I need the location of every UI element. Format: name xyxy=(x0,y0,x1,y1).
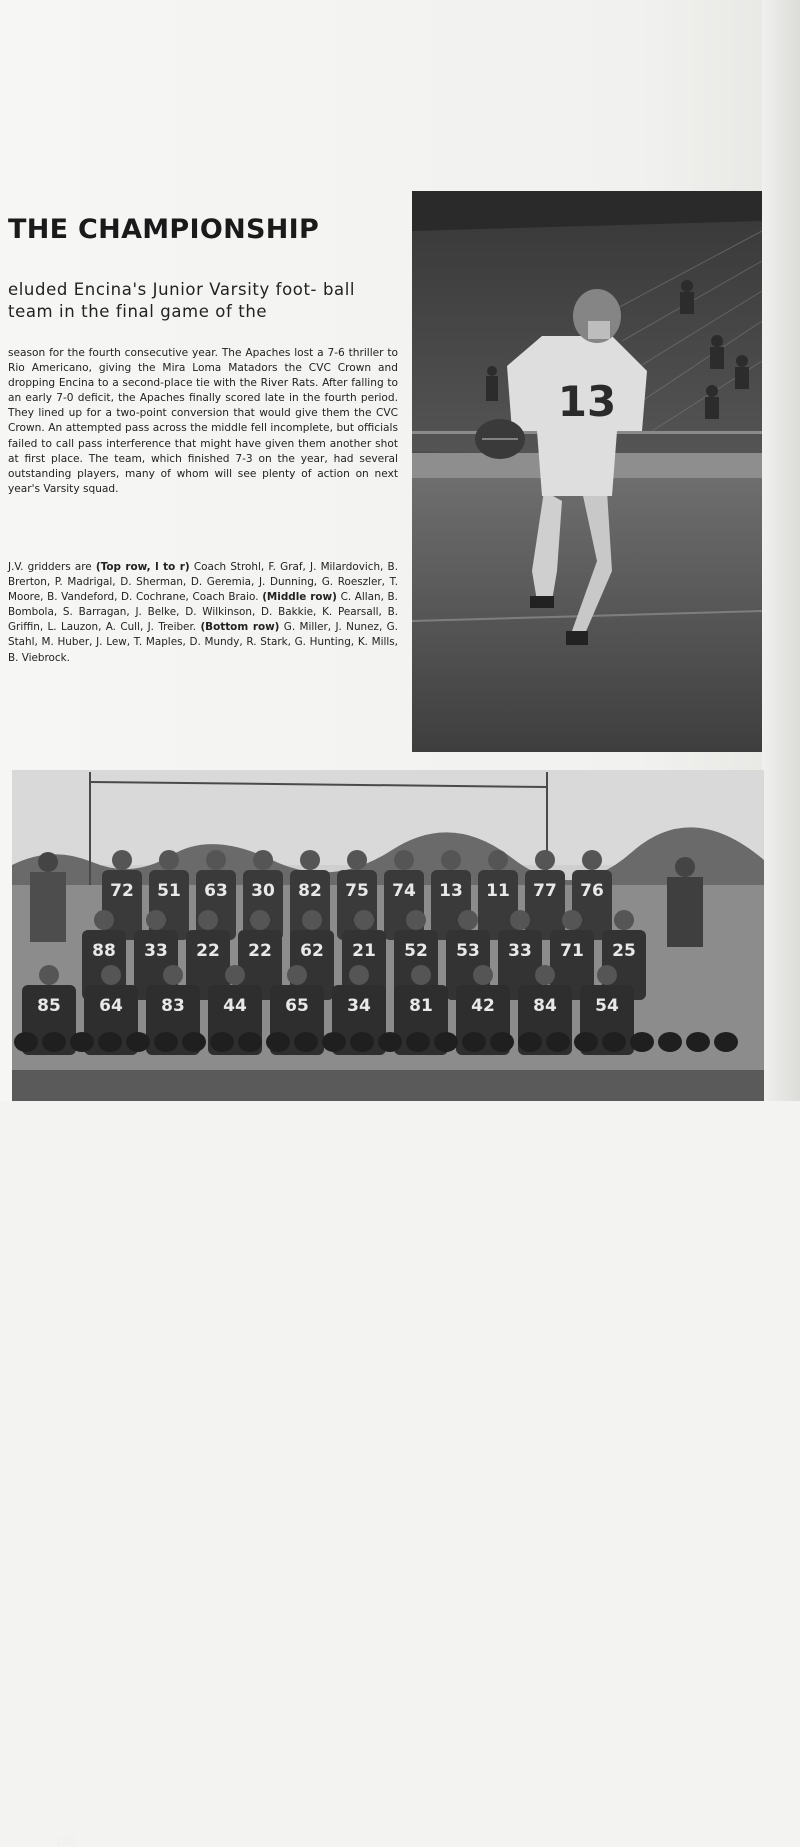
player-jersey-number: 75 xyxy=(345,881,369,901)
player-head xyxy=(614,910,634,930)
player-head xyxy=(411,965,431,985)
player-jersey-number: 22 xyxy=(196,941,220,961)
player-jersey-number: 53 xyxy=(456,941,480,961)
helmet xyxy=(154,1032,178,1052)
player-head xyxy=(163,965,183,985)
page-number: 182 xyxy=(56,1836,76,1847)
player-head xyxy=(488,850,508,870)
page-edge xyxy=(762,0,800,1101)
player-head xyxy=(349,965,369,985)
coach xyxy=(667,877,703,947)
player-head xyxy=(441,850,461,870)
player-head xyxy=(287,965,307,985)
player-head xyxy=(39,965,59,985)
helmet xyxy=(238,1032,262,1052)
helmet xyxy=(658,1032,682,1052)
player-jersey-number: 51 xyxy=(157,881,181,901)
player-head xyxy=(535,965,555,985)
player-head xyxy=(473,965,493,985)
helmet xyxy=(126,1032,150,1052)
helmet xyxy=(686,1032,710,1052)
helmet xyxy=(406,1032,430,1052)
player-head xyxy=(354,910,374,930)
coach-head xyxy=(675,857,695,877)
body-paragraph: season for the fourth consecutive year. The Apaches lost a 7-6 thriller to Rio Americano, giving the Mira Loma Matadors the CVC Crown and dropping Encina to a second-place tie with the River Rats. After falling to an early 7-0 deficit, the Apaches finally scored late in the fourth period. They lined up for a two-point conversion that would give them the CVC Crown. An attempted pass across the middle fell incomplete, but officials failed to call pass interference that might have given them another shot at first place. The team, which finished 7-3 on the year, had several outstanding players, many of whom will see plenty of action on next year's Varsity squad. xyxy=(8,347,398,495)
player-jersey-number: 82 xyxy=(298,881,322,901)
helmet xyxy=(574,1032,598,1052)
team-photo-illustration xyxy=(12,770,764,1101)
coach-head xyxy=(38,852,58,872)
helmet xyxy=(98,1032,122,1052)
helmet xyxy=(294,1032,318,1052)
player-head xyxy=(94,910,114,930)
player-head xyxy=(250,910,270,930)
helmet xyxy=(518,1032,542,1052)
player-head xyxy=(535,850,555,870)
helmet xyxy=(546,1032,570,1052)
player-jersey-number: 25 xyxy=(612,941,636,961)
lead-paragraph: eluded Encina's Junior Varsity foot- ball team in the final game of the xyxy=(8,280,356,321)
player-head xyxy=(394,850,414,870)
player-head xyxy=(225,965,245,985)
player-jersey-number: 81 xyxy=(409,996,433,1016)
action-photo-illustration xyxy=(412,191,762,752)
player-jersey-number: 62 xyxy=(300,941,324,961)
jersey-number: 13 xyxy=(557,377,617,426)
player-head xyxy=(302,910,322,930)
player-head xyxy=(510,910,530,930)
player-jersey-number: 65 xyxy=(285,996,309,1016)
headline: THE CHAMPIONSHIP xyxy=(8,214,320,245)
player-head xyxy=(562,910,582,930)
helmet xyxy=(378,1032,402,1052)
player-jersey-number: 63 xyxy=(204,881,228,901)
player-head xyxy=(101,965,121,985)
helmet xyxy=(266,1032,290,1052)
helmet xyxy=(182,1032,206,1052)
caption-top-row-names: Coach Strohl, F. Graf, J. Milardovich, B. Brerton, P. Madrigal, D. Sherman, D. Geremia, J. Dunning, G. Roeszler, T. Moore, B. Vandeford, D. Cochrane, Coach Braio. xyxy=(8,561,398,604)
player-jersey-number: 54 xyxy=(595,996,619,1016)
player-jersey-number: 83 xyxy=(161,996,185,1016)
helmet xyxy=(714,1032,738,1052)
player-jersey-number: 76 xyxy=(580,881,604,901)
player-jersey-number: 84 xyxy=(533,996,557,1016)
player-jersey-number: 11 xyxy=(486,881,510,901)
player-head xyxy=(146,910,166,930)
player-jersey-number: 13 xyxy=(439,881,463,901)
helmet xyxy=(462,1032,486,1052)
player-jersey-number: 30 xyxy=(251,881,275,901)
helmet xyxy=(602,1032,626,1052)
caption-middle-row-names: C. Allan, B. Bombola, S. Barragan, J. Belke, D. Wilkinson, D. Bakkie, K. Pearsall, B. Griffin, L. Lauzon, A. Cull, J. Treiber. xyxy=(8,591,398,634)
player-head xyxy=(582,850,602,870)
helmet xyxy=(434,1032,458,1052)
player-jersey-number: 52 xyxy=(404,941,428,961)
player-jersey-number: 85 xyxy=(37,996,61,1016)
caption-bottom-row-names: G. Miller, J. Nunez, G. Stahl, M. Huber, J. Lew, T. Maples, D. Mundy, R. Stark, G. Hunting, K. Mills, B. Viebrock. xyxy=(8,621,398,664)
helmet xyxy=(70,1032,94,1052)
helmet xyxy=(322,1032,346,1052)
player-jersey-number: 71 xyxy=(560,941,584,961)
player-jersey-number: 77 xyxy=(533,881,557,901)
team-photo xyxy=(12,770,764,1847)
player-head xyxy=(300,850,320,870)
caption-intro: J.V. gridders are xyxy=(8,561,92,573)
player-head xyxy=(206,850,226,870)
caption-middle-row-label: (Middle row) xyxy=(262,591,337,604)
player-head xyxy=(347,850,367,870)
helmet xyxy=(14,1032,38,1052)
action-photo xyxy=(412,191,762,752)
player-jersey-number: 33 xyxy=(508,941,532,961)
coach xyxy=(30,872,66,942)
player-jersey-number: 22 xyxy=(248,941,272,961)
player-head xyxy=(159,850,179,870)
caption-bottom-row-label: (Bottom row) xyxy=(200,621,280,634)
helmet xyxy=(490,1032,514,1052)
player-head xyxy=(112,850,132,870)
player-head xyxy=(458,910,478,930)
caption-top-row-label: (Top row, l to r) xyxy=(95,561,190,573)
helmet xyxy=(42,1032,66,1052)
player-head xyxy=(253,850,273,870)
player-head xyxy=(406,910,426,930)
player-jersey-number: 74 xyxy=(392,881,416,901)
player-jersey-number: 21 xyxy=(352,941,376,961)
team-caption xyxy=(8,560,398,666)
helmet xyxy=(210,1032,234,1052)
player-jersey-number: 33 xyxy=(144,941,168,961)
player-head xyxy=(198,910,218,930)
helmet xyxy=(630,1032,654,1052)
player-jersey-number: 72 xyxy=(110,881,134,901)
player-jersey-number: 34 xyxy=(347,996,371,1016)
player-head xyxy=(597,965,617,985)
helmet xyxy=(350,1032,374,1052)
player-jersey-number: 44 xyxy=(223,996,247,1016)
player-jersey-number: 42 xyxy=(471,996,495,1016)
player-jersey-number: 88 xyxy=(92,941,116,961)
player-jersey-number: 64 xyxy=(99,996,123,1016)
